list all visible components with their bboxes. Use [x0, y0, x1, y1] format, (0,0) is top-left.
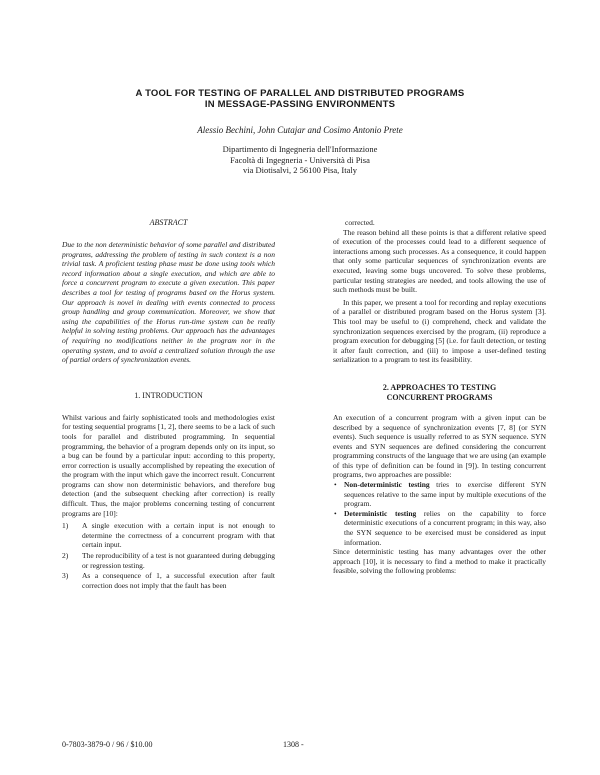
footer-page-number: 1308 -	[283, 740, 304, 749]
problem-item-2	[62, 551, 275, 570]
affiliation	[160, 144, 440, 176]
problem-item-3	[62, 571, 275, 590]
author-list: Alessio Bechini, John Cutajar and Cosimo Antonio Prete	[197, 125, 403, 135]
approaches-heading	[333, 383, 546, 403]
right-paragraph-2: In this paper, we present a tool for recording and replay executions of a parallel or distributed program based on the Horus system [3]. This tool may be useful to (i) comprehend, check and validate the synchronization sequences exercised by the program, (ii) reproduce a program execution for debugging [5] (i.e. for fault detection, or testing it after fault correction, and (iii) to impose a user-defined testing serialization to a program to test its feasibility.	[333, 297, 546, 365]
problem-number: 3)	[62, 571, 69, 581]
problem-item-1	[62, 521, 275, 550]
approach-list	[333, 480, 546, 547]
bullet-icon: •	[334, 480, 337, 490]
problem-list	[62, 521, 275, 590]
approach-item-2	[333, 509, 546, 547]
affiliation-line-2: Facoltà di Ingegneria - Università di Pisa	[230, 154, 370, 165]
approach-term: Non-deterministic testing	[344, 480, 430, 490]
approach-term: Deterministic testing	[344, 508, 417, 518]
affiliation-line-1: Dipartimento di Ingegneria dell'Informazione	[222, 144, 378, 154]
approach-item-1	[333, 480, 546, 509]
problem-text: A single execution with a certain input is not enough to determine the correctness of a concurrent program with that certain input.	[82, 521, 275, 550]
problem-text: As a consequence of 1, a successful execution after fault correction does not imply that the fault has been	[82, 571, 275, 590]
abstract-text: Due to the non deterministic behavior of some parallel and distributed programs, addressing the problem of testing in such context is a non trivial task. A proficient testing phase must be done using tools which record information about a single execution, and which are able to force a concurrent program to execute a given execution. This paper describes a tool for testing of programs based on the Horus system. Our approach is novel in dealing with events connected to process group handling and group communication. Moreover, we show that using the capabilities of the Horus run-time system can be really helpful in solving testing problems. Our approach has the advantages of requiring no modifications neither in the program nor in the operating system, and to avoid a centralized solution through the use of partial orders of synchronization events.	[62, 240, 275, 365]
problem-number: 1)	[62, 521, 69, 531]
title-line-1: A TOOL FOR TESTING OF PARALLEL AND DISTRIBUTED PROGRAMS	[135, 88, 465, 99]
approach-text: relies on the capability to force deterministic executions of a concurrent program; in this way, also the SYN sequence to be exercised must be considered as input information.	[344, 508, 546, 547]
right-paragraph-4: Since deterministic testing has many advantages over the other approach [10], it is necessary to find a method to make it practically feasible, solving the following problems:	[333, 547, 546, 576]
corrected-continuation: corrected.	[345, 218, 375, 227]
approach-text: tries to exercise different SYN sequences relative to the same input by multiple executions of the program.	[344, 480, 547, 509]
abstract-heading: ABSTRACT	[149, 218, 188, 227]
right-paragraph-1: The reason behind all these points is that a different relative speed of execution of the processes could lead to a different sequence of interactions among such processes. As a consequence, it could happen that only some particular sequences of synchronization events are executed, leaving some bugs uncovered. To solve these problems, particular testing strategies are needed, and tools allowing the use of such methods must be built.	[333, 227, 546, 295]
title-line-2: IN MESSAGE-PASSING ENVIRONMENTS	[204, 99, 396, 110]
problem-number: 2)	[62, 551, 69, 561]
bullet-icon: •	[334, 508, 337, 518]
intro-paragraph-1: Whilst various and fairly sophisticated tools and methodologies exist for testing sequential programs [1, 2], there seems to be a lack of such tools for parallel and distributed programming. In sequential programming, the behavior of a program depends only on its input, so a bug can be found by a particular input: according to this property, error correction is usually accomplished by repeating the execution of the program with the input which gave the incorrect result. Concurrent programs can show non deterministic behaviors, and therefore bug detection (and the subsequent checking after correction) is really difficult. Thus, the major problems concerning testing of concurrent programs are [10]:	[62, 412, 275, 518]
problem-text: The reproducibility of a test is not guaranteed during debugging or regression testing.	[82, 551, 275, 570]
approaches-heading-line-1: 2. APPROACHES TO TESTING	[382, 382, 497, 392]
approaches-heading-line-2: CONCURRENT PROGRAMS	[386, 392, 493, 402]
footer-isbn: 0-7803-3879-0 / 96 / $10.00	[62, 740, 153, 749]
left-column	[62, 218, 275, 591]
introduction-heading: 1. INTRODUCTION	[134, 390, 203, 400]
right-paragraph-3: An execution of a concurrent program with a given input can be described by a sequence of synchronization events [7, 8] (or SYN events). Such sequence is usually referred to as SYN sequence. SYN events and SYN sequences are defined considering the concurrent programming constructs of the language that we are using (an example of this type of definition can be found in [9]). In testing concurrent programs, two approaches are possible:	[333, 412, 546, 480]
affiliation-line-3: via Diotisalvi, 2 56100 Pisa, Italy	[242, 165, 358, 175]
paper-title	[60, 88, 540, 110]
right-column	[333, 218, 546, 576]
